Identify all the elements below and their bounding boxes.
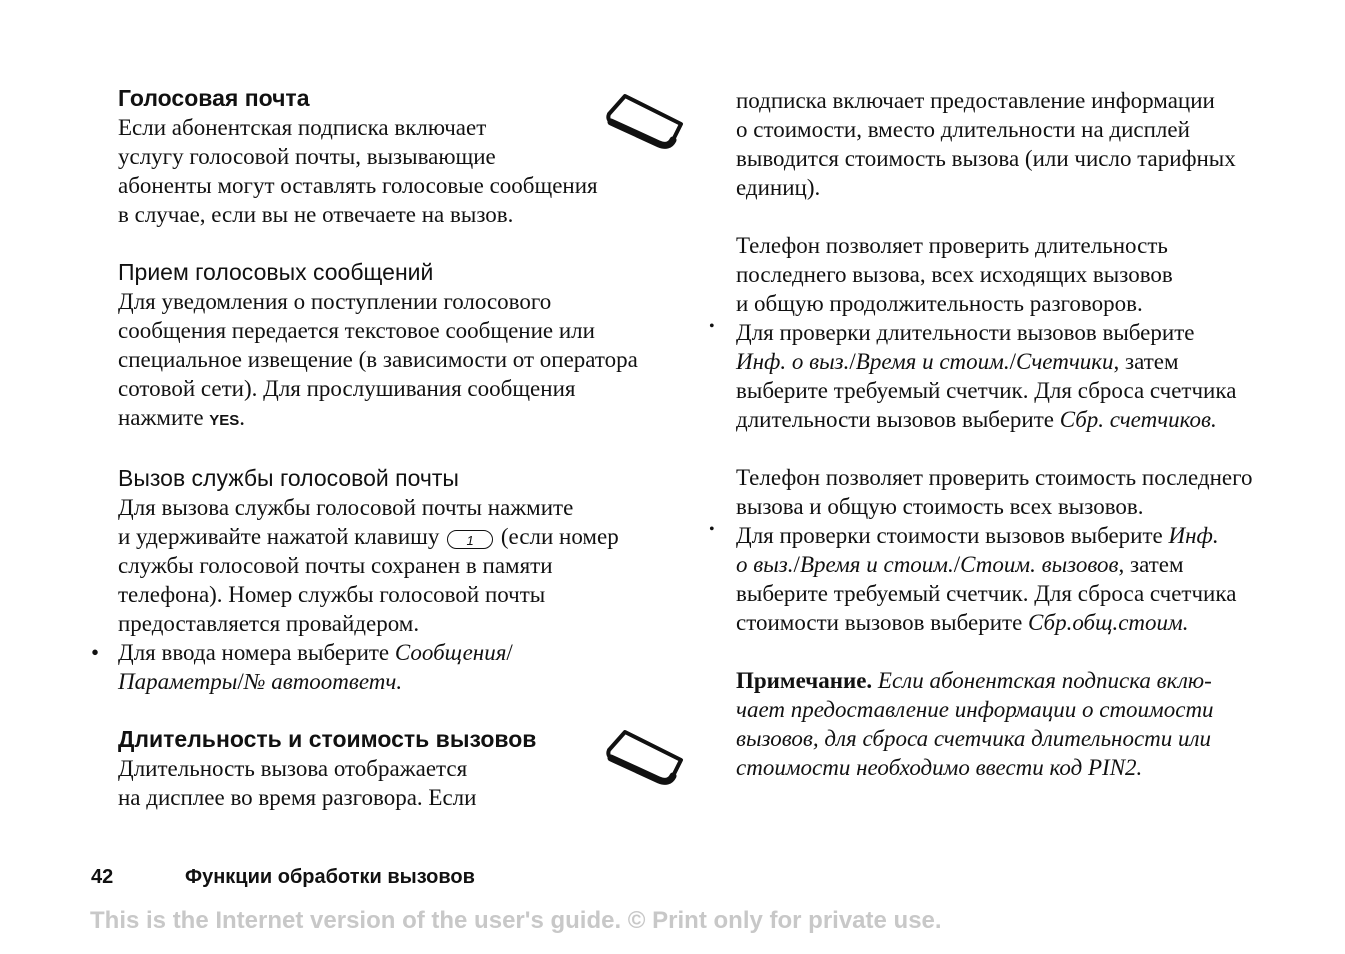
heading-call-voicemail: Вызов службы голосовой почты [118,465,459,491]
right-column [736,86,1311,782]
watermark: This is the Internet version of the user's guide. © Print only for private use. [90,907,942,934]
right-p2-2: последнего вызова, всех исходящих вызовов [736,262,1173,287]
duration-text-2: на дисплее во время разговора. Если [118,785,477,810]
receive-text-3: специальное извещение (в зависимости от оператора [118,347,638,372]
call-text-3: службы голосовой почты сохранен в памяти [118,553,553,578]
right-p3-2: вызова и общую стоимость всех вызовов. [736,494,1144,519]
note-label: Примечание. [736,668,873,693]
heading-duration-cost: Длительность и стоимость вызовов [118,726,537,752]
receive-text-2: сообщения передается текстовое сообщение или [118,318,595,343]
key-1-icon: 1 [447,530,493,549]
call-text-1: Для вызова службы голосовой почты нажмите [118,495,574,520]
heading-receive-messages: Прием голосовых сообщений [118,259,434,285]
heading-voicemail: Голосовая почта [118,85,310,111]
bullet-voicemail-number: • Для ввода номера выберите Сообщения/ Параметры/№ автоответч. [118,638,688,696]
call-text-2: и удерживайте нажатой клавишу 1 (если номер [118,524,619,549]
right-p1-2: о стоимости, вместо длительности на дисплей [736,117,1190,142]
right-p2-3: и общую продолжительность разговоров. [736,291,1143,316]
right-p1-3: выводится стоимость вызова (или число тарифных [736,146,1236,171]
page-number: 42 [91,866,114,888]
receive-text-5: нажмите YES. [118,405,246,430]
right-p1-4: единиц). [736,175,821,200]
sim-card-icon [605,92,685,152]
bullet-cost-check: • Для проверки стоимости вызовов выберите Инф. о выз./Время и стоим./Стоим. вызовов, затем выберите требуемый счетчик. Для сброса счетчика стоимости вызовов выберите Сбр.общ.стоим. [736,521,1311,637]
sim-card-icon [605,728,685,788]
voicemail-text-4: в случае, если вы не отвечаете на вызов. [118,202,514,227]
duration-text-1: Длительность вызова отображается [118,756,468,781]
voicemail-text-1: Если абонентская подписка включает [118,115,487,140]
note-block: Примечание. Если абонентская подписка вклю- чает предоставление информации о стоимости вызовов, для сброса счетчика длительности или стоимости необходимо ввести код PIN2. [736,668,1214,780]
bullet-duration-check: • Для проверки длительности вызовов выберите Инф. о выз./Время и стоим./Счетчики, затем выберите требуемый счетчик. Для сброса счетчика длительности вызовов выберите Сбр. счетчиков. [736,318,1311,434]
section-title: Функции обработки вызовов [185,866,475,888]
left-column [118,84,688,812]
voicemail-text-3: абоненты могут оставлять голосовые сообщения [118,173,598,198]
right-p2-1: Телефон позволяет проверить длительность [736,233,1168,258]
voicemail-text-2: услугу голосовой почты, вызывающие [118,144,496,169]
call-text-4: телефона). Номер службы голосовой почты [118,582,546,607]
yes-key-label: YES [209,412,240,429]
call-text-5: предоставляется провайдером. [118,611,420,636]
receive-text-4: сотовой сети). Для прослушивания сообщения [118,376,576,401]
right-p1-1: подписка включает предоставление информации [736,88,1215,113]
right-p3-1: Телефон позволяет проверить стоимость последнего [736,465,1253,490]
receive-text-1: Для уведомления о поступлении голосового [118,289,552,314]
